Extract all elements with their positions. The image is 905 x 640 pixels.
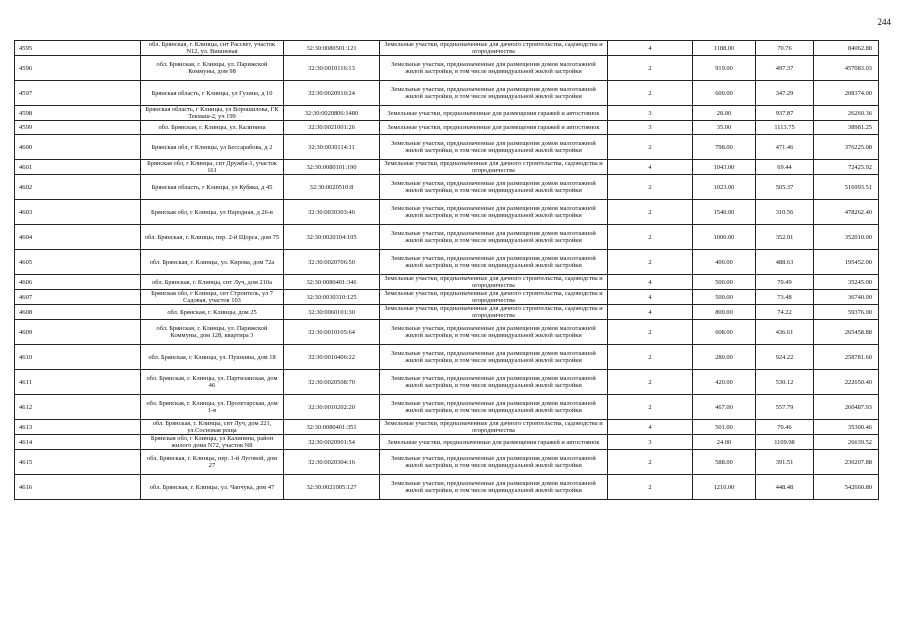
table-row (15, 370, 879, 395)
row-number-cell: 4615 (15, 450, 141, 475)
row-number-cell: 4602 (15, 175, 141, 200)
area-cell: 1188.00 (693, 41, 756, 56)
area-cell: 420.00 (693, 370, 756, 395)
group-cell: 3 (608, 106, 693, 121)
cadastral-value-cell: 84062.88 (814, 41, 879, 56)
row-number-cell: 4598 (15, 106, 141, 121)
cadastral-number-cell: 32:30:0020508:70 (284, 370, 380, 395)
table-row (15, 345, 879, 370)
specific-value-cell: 70.46 (756, 420, 814, 435)
area-cell: 1540.00 (693, 200, 756, 225)
specific-value-cell: 530.12 (756, 370, 814, 395)
table-row (15, 320, 879, 345)
area-cell: 798.00 (693, 135, 756, 160)
specific-value-cell: 924.22 (756, 345, 814, 370)
address-cell: Брянская область, г Клинцы, ул Ворошилова, ГК Текмаш-2, уч 199 (141, 106, 284, 121)
cadastral-number-cell: 32:30:0020806:1480 (284, 106, 380, 121)
table-row (15, 41, 879, 56)
area-cell: 1000.00 (693, 225, 756, 250)
group-cell: 4 (608, 420, 693, 435)
land-use-cell: Земельные участки, предназначенные для размещения гаражей и автостоянок (380, 435, 608, 450)
group-cell: 2 (608, 175, 693, 200)
cadastral-number-cell: 32:30:0030114:11 (284, 135, 380, 160)
cadastral-value-cell: 72425.92 (814, 160, 879, 175)
land-use-cell: Земельные участки, предназначенные для размещения домов малоэтажной жилой застройки, в том числе индивидуальной жилой застройки (380, 225, 608, 250)
row-number-cell: 4616 (15, 475, 141, 500)
cadastral-number-cell: 32:30:0030310:125 (284, 290, 380, 305)
area-cell: 280.00 (693, 345, 756, 370)
cadastral-value-cell: 478262.40 (814, 200, 879, 225)
land-use-cell: Земельные участки, предназначенные для размещения домов малоэтажной жилой застройки, в том числе индивидуальной жилой застройки (380, 81, 608, 106)
table-row (15, 106, 879, 121)
area-cell: 35.00 (693, 121, 756, 135)
cadastral-number-cell: 32:30:0020901:54 (284, 435, 380, 450)
area-cell: 1210.00 (693, 475, 756, 500)
group-cell: 2 (608, 56, 693, 81)
group-cell: 2 (608, 320, 693, 345)
cadastral-value-cell: 38981.25 (814, 121, 879, 135)
group-cell: 4 (608, 275, 693, 290)
cadastral-number-cell: 32:30:0080401:351 (284, 420, 380, 435)
area-cell: 500.00 (693, 275, 756, 290)
row-number-cell: 4610 (15, 345, 141, 370)
cadastral-number-cell: 32:30:0020910:24 (284, 81, 380, 106)
cadastral-value-cell: 35245.00 (814, 275, 879, 290)
area-cell: 400.00 (693, 250, 756, 275)
row-number-cell: 4595 (15, 41, 141, 56)
specific-value-cell: 74.22 (756, 305, 814, 320)
cadastral-value-cell: 195452.00 (814, 250, 879, 275)
specific-value-cell: 69.44 (756, 160, 814, 175)
land-use-cell: Земельные участки, предназначенные для размещения домов малоэтажной жилой застройки, в том числе индивидуальной жилой застройки (380, 135, 608, 160)
specific-value-cell: 505.37 (756, 175, 814, 200)
land-use-cell: Земельные участки, предназначенные для размещения домов малоэтажной жилой застройки, в том числе индивидуальной жилой застройки (380, 320, 608, 345)
address-cell: обл. Брянская, г. Клинцы, ул. Парижской Коммуны, дом 98 (141, 56, 284, 81)
table-row (15, 305, 879, 320)
cadastral-number-cell: 32:30:0080401:346 (284, 275, 380, 290)
group-cell: 4 (608, 160, 693, 175)
group-cell: 3 (608, 121, 693, 135)
table-row (15, 450, 879, 475)
area-cell: 919.00 (693, 56, 756, 81)
land-use-cell: Земельные участки, предназначенные для размещения домов малоэтажной жилой застройки, в том числе индивидуальной жилой застройки (380, 475, 608, 500)
specific-value-cell: 310.56 (756, 200, 814, 225)
row-number-cell: 4609 (15, 320, 141, 345)
group-cell: 2 (608, 395, 693, 420)
table-row (15, 56, 879, 81)
group-cell: 4 (608, 290, 693, 305)
specific-value-cell: 73.48 (756, 290, 814, 305)
row-number-cell: 4614 (15, 435, 141, 450)
address-cell: Брянская область, г Клинцы, ул Гузина, д 10 (141, 81, 284, 106)
group-cell: 4 (608, 305, 693, 320)
group-cell: 2 (608, 225, 693, 250)
area-cell: 800.00 (693, 305, 756, 320)
specific-value-cell: 471.46 (756, 135, 814, 160)
cadastral-value-cell: 258781.60 (814, 345, 879, 370)
row-number-cell: 4613 (15, 420, 141, 435)
area-cell: 500.00 (693, 290, 756, 305)
address-cell: обл. Брянская, г. Клинцы, снт Луч, дом 221, ул.Сосновая роща (141, 420, 284, 435)
table-row (15, 81, 879, 106)
cadastral-number-cell: 32:30:0010116:13 (284, 56, 380, 81)
specific-value-cell: 448.48 (756, 475, 814, 500)
specific-value-cell: 436.61 (756, 320, 814, 345)
area-cell: 588.00 (693, 450, 756, 475)
group-cell: 4 (608, 41, 693, 56)
land-use-cell: Земельные участки, предназначенные для дачного строительства, садоводства и огородничества (380, 41, 608, 56)
cadastral-value-cell: 26639.52 (814, 435, 879, 450)
table-body (15, 41, 879, 500)
address-cell: обл. Брянская, г. Клинцы, пер. 2-й Щорса, дом 75 (141, 225, 284, 250)
row-number-cell: 4611 (15, 370, 141, 395)
cadastral-value-cell: 26260.36 (814, 106, 879, 121)
area-cell: 1043.00 (693, 160, 756, 175)
land-use-cell: Земельные участки, предназначенные для размещения домов малоэтажной жилой застройки, в том числе индивидуальной жилой застройки (380, 200, 608, 225)
area-cell: 608.00 (693, 320, 756, 345)
row-number-cell: 4605 (15, 250, 141, 275)
area-cell: 1023.00 (693, 175, 756, 200)
address-cell: Брянская обл, г Клинцы, ул Бессарабова, д 2 (141, 135, 284, 160)
cadastral-value-cell: 260487.93 (814, 395, 879, 420)
land-use-cell: Земельные участки, предназначенные для размещения домов малоэтажной жилой застройки, в том числе индивидуальной жилой застройки (380, 450, 608, 475)
table-row (15, 175, 879, 200)
address-cell: Брянская область, г Клинцы, ул Кубяка, д 45 (141, 175, 284, 200)
cadastral-value-cell: 516993.51 (814, 175, 879, 200)
specific-value-cell: 488.63 (756, 250, 814, 275)
specific-value-cell: 347.29 (756, 81, 814, 106)
cadastral-number-cell: 32:30:0080101:190 (284, 160, 380, 175)
land-use-cell: Земельные участки, предназначенные для дачного строительства, садоводства и огородничества (380, 420, 608, 435)
area-cell: 600.00 (693, 81, 756, 106)
area-cell: 501.00 (693, 420, 756, 435)
page-number: 244 (877, 17, 891, 27)
row-number-cell: 4596 (15, 56, 141, 81)
table-row (15, 275, 879, 290)
table-row (15, 225, 879, 250)
group-cell: 2 (608, 475, 693, 500)
cadastral-number-cell: 32:30:0010105:64 (284, 320, 380, 345)
land-use-cell: Земельные участки, предназначенные для размещения домов малоэтажной жилой застройки, в том числе индивидуальной жилой застройки (380, 175, 608, 200)
specific-value-cell: 557.79 (756, 395, 814, 420)
table-row (15, 160, 879, 175)
group-cell: 2 (608, 81, 693, 106)
land-use-cell: Земельные участки, предназначенные для размещения домов малоэтажной жилой застройки, в том числе индивидуальной жилой застройки (380, 370, 608, 395)
address-cell: обл. Брянская, г. Клинцы, снт Рассвет, участок N12, ул. Вишневая (141, 41, 284, 56)
table-row (15, 135, 879, 160)
land-use-cell: Земельные участки, предназначенные для дачного строительства, садоводства и огородничества (380, 305, 608, 320)
land-use-cell: Земельные участки, предназначенные для размещения домов малоэтажной жилой застройки, в том числе индивидуальной жилой застройки (380, 250, 608, 275)
cadastral-number-cell: 32:30:0010202:20 (284, 395, 380, 420)
specific-value-cell: 937.87 (756, 106, 814, 121)
cadastral-value-cell: 376225.08 (814, 135, 879, 160)
land-use-cell: Земельные участки, предназначенные для дачного строительства, садоводства и огородничества (380, 275, 608, 290)
row-number-cell: 4607 (15, 290, 141, 305)
group-cell: 2 (608, 345, 693, 370)
address-cell: обл. Брянская, г. Клинцы, дом 25 (141, 305, 284, 320)
address-cell: обл. Брянская, г. Клинцы, ул. Парижской Коммуны, дом 128, квартира 3 (141, 320, 284, 345)
table-row (15, 435, 879, 450)
cadastral-value-cell: 59376.00 (814, 305, 879, 320)
table-row (15, 290, 879, 305)
cadastral-number-cell: 32:30:0080501:121 (284, 41, 380, 56)
row-number-cell: 4601 (15, 160, 141, 175)
cadastral-value-cell: 36740.00 (814, 290, 879, 305)
cadastral-value-cell: 457083.03 (814, 56, 879, 81)
address-cell: Брянская обл, г Клинцы, ул Калинина, район жилого дома N72, участок N8 (141, 435, 284, 450)
row-number-cell: 4599 (15, 121, 141, 135)
address-cell: обл. Брянская, г. Клинцы, ул. Чапчука, дом 47 (141, 475, 284, 500)
group-cell: 2 (608, 250, 693, 275)
cadastral-value-table (14, 40, 879, 500)
specific-value-cell: 497.37 (756, 56, 814, 81)
table-row (15, 475, 879, 500)
group-cell: 2 (608, 450, 693, 475)
specific-value-cell: 391.51 (756, 450, 814, 475)
specific-value-cell: 352.01 (756, 225, 814, 250)
cadastral-value-cell: 222650.40 (814, 370, 879, 395)
cadastral-number-cell: 32:30:0010406:22 (284, 345, 380, 370)
address-cell: Брянская обл, г Клинцы, ул Народная, д 26-в (141, 200, 284, 225)
cadastral-number-cell: 32:30:0020510:8 (284, 175, 380, 200)
area-cell: 28.00 (693, 106, 756, 121)
cadastral-number-cell: 32:30:0060101:30 (284, 305, 380, 320)
row-number-cell: 4597 (15, 81, 141, 106)
cadastral-number-cell: 32:30:0021001:26 (284, 121, 380, 135)
cadastral-number-cell: 32:30:0020706:50 (284, 250, 380, 275)
table-row (15, 121, 879, 135)
address-cell: обл. Брянская, г. Клинцы, ул. Кирова, дом 72а (141, 250, 284, 275)
group-cell: 2 (608, 135, 693, 160)
address-cell: обл. Брянская, г. Клинцы, ул. Пролетарская, дом 1-в (141, 395, 284, 420)
cadastral-value-cell: 265458.88 (814, 320, 879, 345)
cadastral-value-cell: 35300.46 (814, 420, 879, 435)
land-use-cell: Земельные участки, предназначенные для дачного строительства, садоводства и огородничества (380, 160, 608, 175)
cadastral-number-cell: 32:30:0020304:16 (284, 450, 380, 475)
group-cell: 2 (608, 370, 693, 395)
cadastral-number-cell: 32:30:0030303:46 (284, 200, 380, 225)
specific-value-cell: 1109.98 (756, 435, 814, 450)
area-cell: 467.00 (693, 395, 756, 420)
land-use-cell: Земельные участки, предназначенные для размещения домов малоэтажной жилой застройки, в том числе индивидуальной жилой застройки (380, 395, 608, 420)
cadastral-value-cell: 208374.00 (814, 81, 879, 106)
cadastral-value-cell: 542660.80 (814, 475, 879, 500)
cadastral-number-cell: 32:30:0021005:127 (284, 475, 380, 500)
address-cell: Брянская обл, г Клинцы, снт Дружба-1, участок 161 (141, 160, 284, 175)
specific-value-cell: 70.76 (756, 41, 814, 56)
area-cell: 24.00 (693, 435, 756, 450)
table-row (15, 395, 879, 420)
group-cell: 2 (608, 200, 693, 225)
address-cell: обл. Брянская, г. Клинцы, снт Луч, дом 210а (141, 275, 284, 290)
land-use-cell: Земельные участки, предназначенные для размещения домов малоэтажной жилой застройки, в том числе индивидуальной жилой застройки (380, 345, 608, 370)
table-row (15, 420, 879, 435)
table-row (15, 200, 879, 225)
address-cell: обл. Брянская, г. Клинцы, ул. Партизанская, дом 46 (141, 370, 284, 395)
address-cell: Брянская обл, г Клинцы, снт Строитель, ул 7 Садовая, участок 103 (141, 290, 284, 305)
row-number-cell: 4600 (15, 135, 141, 160)
land-use-cell: Земельные участки, предназначенные для дачного строительства, садоводства и огородничества (380, 290, 608, 305)
cadastral-number-cell: 32:30:0020104:105 (284, 225, 380, 250)
cadastral-value-cell: 352010.00 (814, 225, 879, 250)
land-use-cell: Земельные участки, предназначенные для размещения домов малоэтажной жилой застройки, в том числе индивидуальной жилой застройки (380, 56, 608, 81)
row-number-cell: 4612 (15, 395, 141, 420)
row-number-cell: 4603 (15, 200, 141, 225)
specific-value-cell: 1113.75 (756, 121, 814, 135)
cadastral-value-cell: 230207.88 (814, 450, 879, 475)
row-number-cell: 4606 (15, 275, 141, 290)
address-cell: обл. Брянская, г. Клинцы, ул. Пушкина, дом 18 (141, 345, 284, 370)
table-row (15, 250, 879, 275)
address-cell: обл. Брянская, г. Клинцы, ул. Калинина (141, 121, 284, 135)
address-cell: обл. Брянская, г. Клинцы, пер. 1-й Луговой, дом 27 (141, 450, 284, 475)
group-cell: 3 (608, 435, 693, 450)
land-use-cell: Земельные участки, предназначенные для размещения гаражей и автостоянок (380, 121, 608, 135)
land-use-cell: Земельные участки, предназначенные для размещения гаражей и автостоянок (380, 106, 608, 121)
row-number-cell: 4604 (15, 225, 141, 250)
specific-value-cell: 70.49 (756, 275, 814, 290)
row-number-cell: 4608 (15, 305, 141, 320)
